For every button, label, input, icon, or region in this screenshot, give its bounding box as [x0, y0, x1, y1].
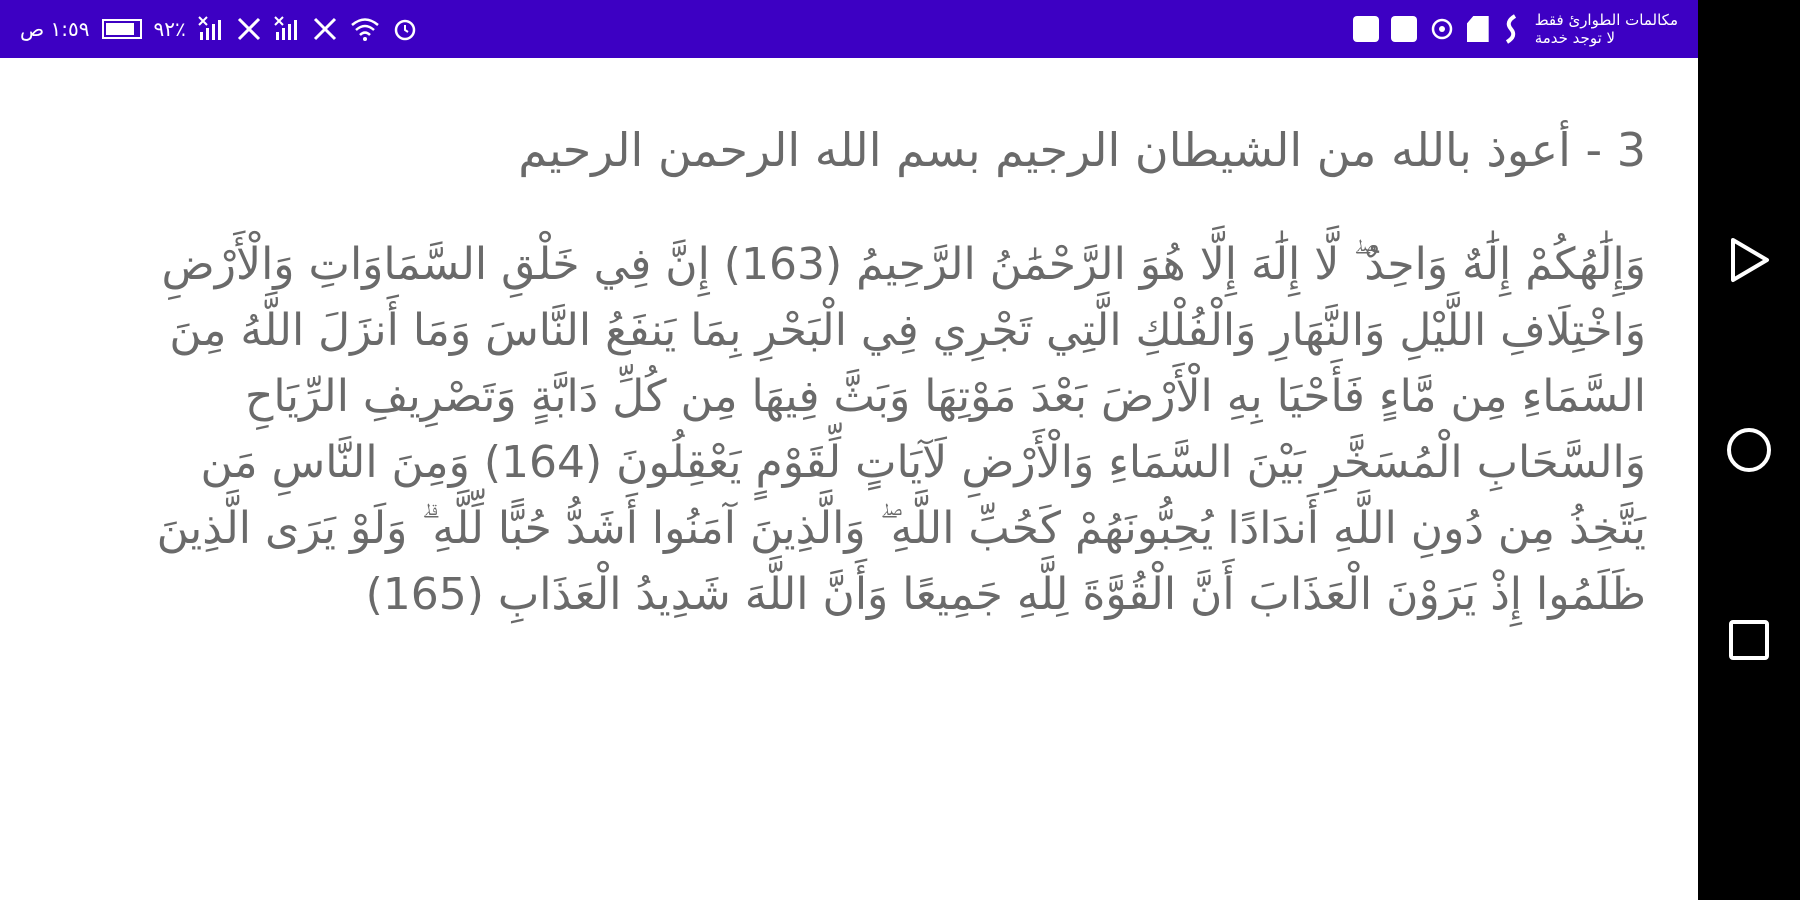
no-signal-icon-2 — [274, 16, 300, 42]
status-bar — [0, 0, 1698, 58]
no-data-icon — [236, 16, 262, 42]
back-button[interactable] — [1719, 230, 1779, 290]
gallery-icon — [1353, 16, 1379, 42]
reading-content — [0, 58, 1698, 900]
surah-header: 3 - أعوذ بالله من الشيطان الرجيم بسم الله الرحمن الرحيم — [518, 123, 1646, 177]
no-signal-icon — [198, 16, 224, 42]
status-bar-left — [20, 16, 418, 42]
recents-button[interactable] — [1719, 610, 1779, 670]
home-button[interactable] — [1719, 420, 1779, 480]
wifi-icon — [350, 16, 380, 42]
verse-text: وَإِلَٰهُكُمْ إِلَٰهٌ وَاحِدٌ ۖ لَّا إِلَٰهَ إِلَّا هُوَ الرَّحْمَٰنُ الرَّحِيمُ (163) إِنَّ فِي خَلْقِ السَّمَاوَاتِ وَالْأَرْضِ وَاخْتِلَافِ اللَّيْلِ وَالنَّهَارِ وَالْفُلْكِ الَّتِي تَجْرِي فِي الْبَحْرِ بِمَا يَنفَعُ النَّاسَ وَمَا أَنزَلَ اللَّهُ مِنَ السَّمَاءِ مِن مَّاءٍ فَأَحْيَا بِهِ الْأَرْضَ بَعْدَ مَوْتِهَا وَبَثَّ فِيهَا مِن كُلِّ دَابَّةٍ وَتَصْرِيفِ الرِّيَاحِ وَالسَّحَابِ الْمُسَخَّرِ بَيْنَ السَّمَاءِ وَالْأَرْضِ لَآيَاتٍ لِّقَوْمٍ يَعْقِلُونَ (164) وَمِنَ النَّاسِ مَن يَتَّخِذُ مِن دُونِ اللَّهِ أَندَادًا يُحِبُّونَهُمْ كَحُبِّ اللَّهِ ۖ وَالَّذِينَ آمَنُوا أَشَدُّ حُبًّا لِّلَّهِ ۗ وَلَوْ يَرَى الَّذِينَ ظَلَمُوا إِذْ يَرَوْنَ الْعَذَابَ أَنَّ الْقُوَّةَ لِلَّهِ جَمِيعًا وَأَنَّ اللَّهَ شَدِيدُ الْعَذَابِ (165) — [156, 239, 1646, 620]
carrier-info — [1535, 11, 1678, 47]
carrier-line-1: مكالمات الطوارئ فقط — [1534, 11, 1678, 29]
battery-icon — [102, 19, 142, 39]
status-bar-right — [1353, 11, 1678, 47]
app-notification-icon — [1391, 16, 1417, 42]
home-circle-icon — [1725, 426, 1773, 474]
sync-icon — [1429, 16, 1455, 42]
clock: ١:٥٩ ص — [20, 17, 90, 41]
navigation-bar — [1698, 0, 1800, 900]
alarm-icon — [392, 16, 418, 42]
app-logo-icon — [1501, 14, 1523, 44]
battery-percent: ٩٢٪ — [153, 17, 186, 41]
carrier-line-2: لا توجد خدمة — [1534, 29, 1616, 47]
back-triangle-icon — [1727, 236, 1771, 284]
no-data-icon-2 — [312, 16, 338, 42]
sd-card-icon — [1467, 16, 1489, 42]
recents-square-icon — [1727, 618, 1771, 662]
